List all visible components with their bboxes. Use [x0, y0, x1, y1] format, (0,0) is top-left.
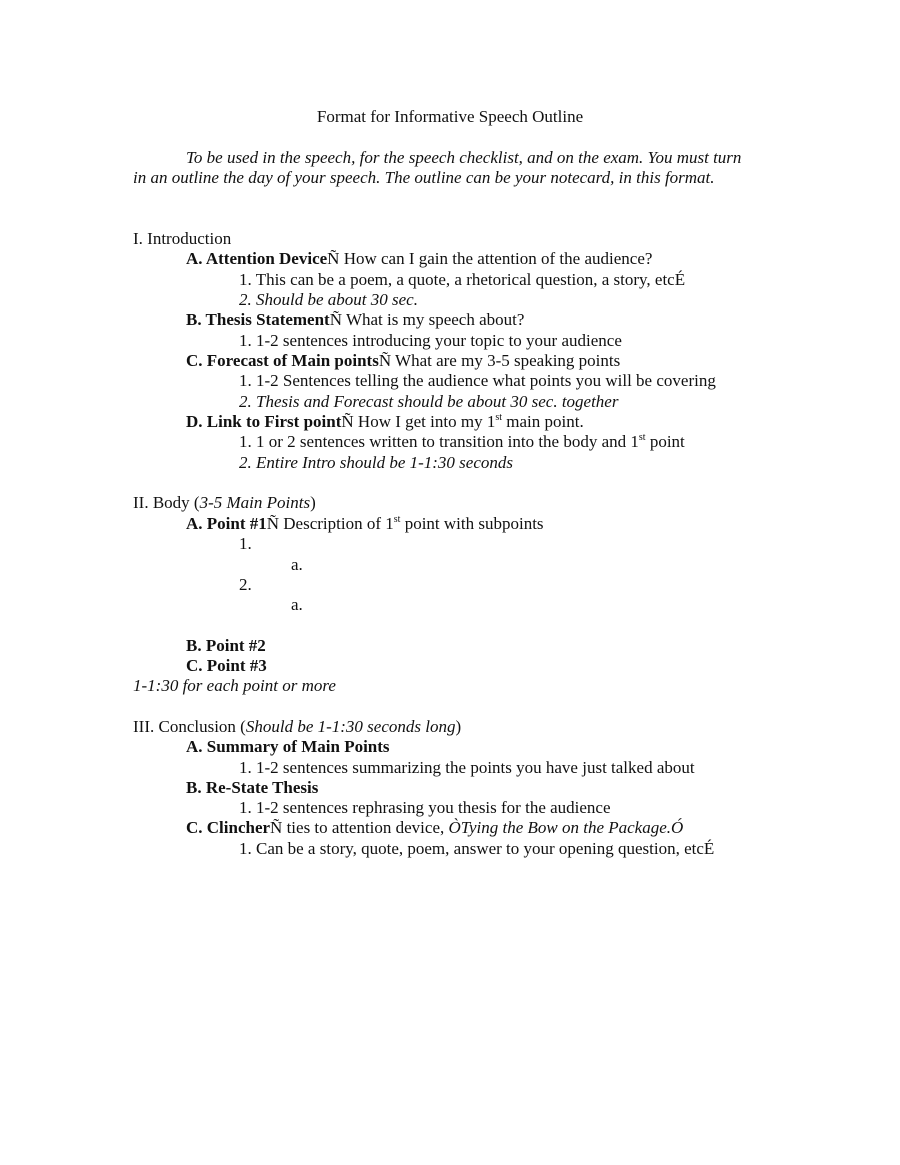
body-timing-note: 1-1:30 for each point or more [133, 676, 336, 695]
subpoint: 1. Can be a story, quote, poem, answer to your opening question, etcÉ [239, 839, 715, 858]
outline-item-point-3: C. Point #3 [186, 656, 267, 675]
subpoint: 1. 1-2 sentences summarizing the points you have just talked about [239, 758, 695, 777]
document-title: Format for Informative Speech Outline [316, 107, 584, 126]
subpoint: 2. Entire Intro should be 1-1:30 seconds [239, 453, 514, 472]
subpoint: 1. This can be a poem, a quote, a rhetorical question, a story, etcÉ [239, 270, 686, 289]
outline-item-restate-thesis: B. Re-State Thesis [186, 778, 319, 797]
heading-italic: Should be 1-1:30 seconds long [245, 717, 456, 736]
subpoint-text: 1. 1 or 2 sentences written to transition into the body and 1 [239, 432, 639, 451]
subpoint: 1. 1-2 sentences introducing your topic to your audience [239, 331, 622, 350]
subpoint: 2. Thesis and Forecast should be about 30 sec. together [239, 392, 619, 411]
superscript: st [638, 432, 646, 443]
subpoint-number: 1. [239, 534, 252, 553]
heading-text: II. Body ( [133, 493, 200, 512]
heading-italic: 3-5 Main Points [199, 493, 311, 512]
section-heading-introduction: I. Introduction [133, 229, 232, 248]
subpoint: 1. 1-2 Sentences telling the audience what points you will be covering [239, 371, 716, 390]
subpoint-letter: a. [291, 595, 303, 614]
outline-item-point-2: B. Point #2 [186, 636, 266, 655]
item-text: Ñ What is my speech about? [329, 310, 525, 329]
section-heading-conclusion [133, 717, 461, 737]
item-label: C. Forecast of Main points [186, 351, 379, 370]
subpoint-letter: a. [291, 555, 303, 574]
item-text: Ñ ties to attention device, [270, 818, 449, 837]
intro-paragraph: To be used in the speech, for the speech checklist, and on the exam. You must turn in an outline the day of your speech. The outline can be your notecard, in this format. [133, 148, 742, 187]
heading-text: ) [310, 493, 316, 512]
item-text: main point. [502, 412, 584, 431]
section-heading-body [133, 493, 316, 513]
outline-item-link-first-point [186, 412, 584, 432]
item-text: Ñ How can I gain the attention of the audience? [327, 249, 653, 268]
heading-text: ) [455, 717, 462, 736]
subpoint-number: 2. [239, 575, 252, 594]
subpoint-text: point [645, 432, 685, 451]
outline-item-point-1 [186, 514, 544, 534]
item-text: point with subpoints [400, 514, 544, 533]
outline-item-summary: A. Summary of Main Points [186, 737, 390, 756]
item-label: D. Link to First point [186, 412, 342, 431]
item-label: A. Attention Device [186, 249, 328, 268]
heading-text: III. Conclusion ( [133, 717, 246, 736]
outline-item-clincher [186, 818, 683, 838]
item-text: Ñ How I get into my 1 [341, 412, 496, 431]
superscript: st [393, 514, 401, 525]
item-text: Ñ What are my 3-5 speaking points [378, 351, 621, 370]
subpoint [239, 432, 685, 452]
outline-item-attention-device [186, 249, 652, 269]
outline-item-thesis-statement [186, 310, 524, 330]
item-label: A. Point #1 [186, 514, 267, 533]
item-italic: ÒTying the Bow on the Package.Ó [448, 818, 684, 837]
subpoint: 2. Should be about 30 sec. [239, 290, 418, 309]
superscript: st [495, 412, 502, 423]
item-label: B. Thesis Statement [186, 310, 330, 329]
item-text: Ñ Description of 1 [266, 514, 394, 533]
item-label: C. Clincher [186, 818, 271, 837]
subpoint: 1. 1-2 sentences rephrasing you thesis for the audience [239, 798, 611, 817]
outline-item-forecast [186, 351, 620, 371]
